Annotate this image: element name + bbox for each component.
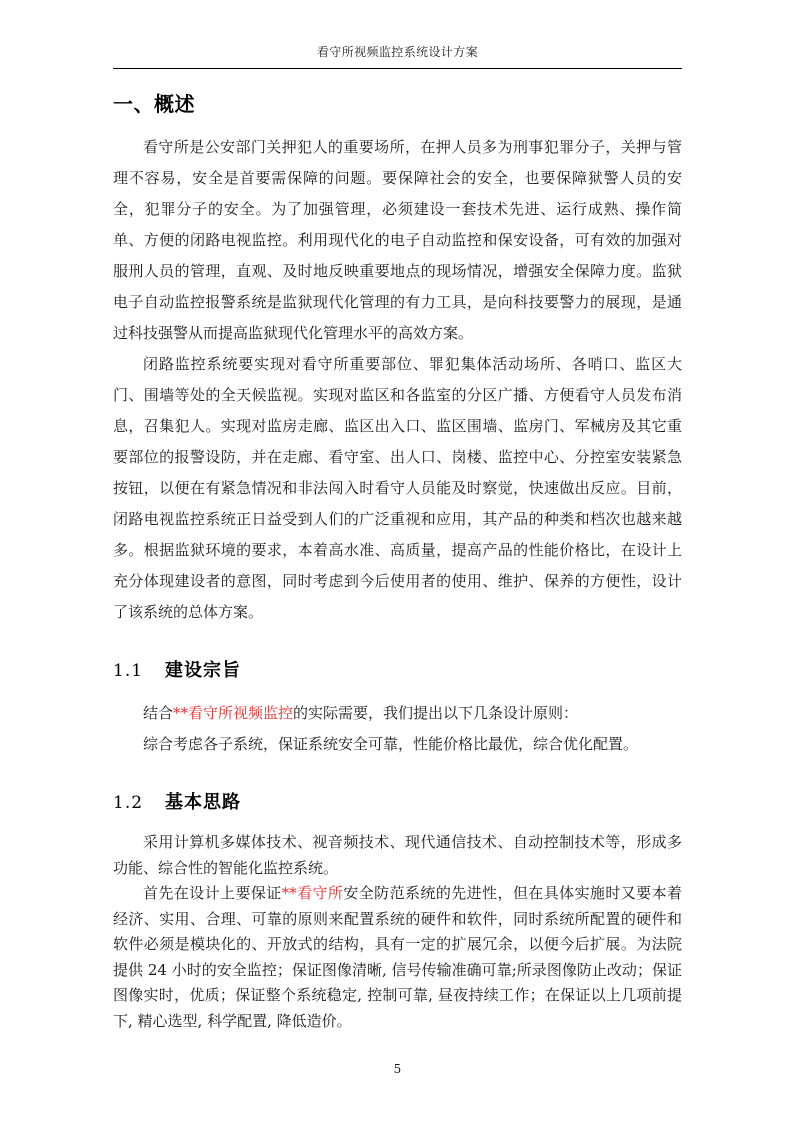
design-principles-lead-prefix: 结合 <box>143 704 174 722</box>
running-header <box>113 44 682 60</box>
section-1-2-paragraph-1: 采用计算机多媒体技术、视音频技术、现代通信技术、自动控制技术等，形成多功能、综合性的智能化监控系统。 <box>113 833 682 877</box>
design-principles-lead-highlight: **看守所视频监控 <box>173 704 294 722</box>
section-1-2-paragraph-2 <box>113 881 682 1034</box>
section-heading-1-2 <box>113 790 682 816</box>
overview-paragraph-1: 看守所是公安部门关押犯人的重要场所，在押人员多为刑事犯罪分子，关押与管理不容易，安全是首要需保障的问题。要保障社会的安全，也要保障狱警人员的安全，犯罪分子的安全。为了加强管理，必须建设一套技术先进、运行成熟、操作简单、方便的闭路电视监控。利用现代化的电子自动监控和保安设备，可有效的加强对服刑人员的管理，直观、及时地反映重要地点的现场情况，增强安全保障力度。监狱电子自动监控报警系统是监狱现代化管理的有力工具，是向科技要警力的展现，是通过科技强警从而提高监狱现代化管理水平的高效方案。 <box>113 138 682 342</box>
document-content <box>113 84 682 1034</box>
section-1-1-line-2: 综合考虑各子系统，保证系统安全可靠，性能价格比最优，综合优化配置。 <box>143 735 639 753</box>
basic-approach-prefix: 首先在设计上要保证 <box>143 884 282 902</box>
section-title-1-2: 基本思路 <box>165 792 242 813</box>
section-number-1-2: 1.2 <box>113 793 144 813</box>
basic-approach-highlight: **看守所 <box>281 884 344 902</box>
running-header-title: 看守所视频监控系统设计方案 <box>316 45 479 59</box>
section-1-1-line-1 <box>113 698 682 729</box>
section-number-1-1: 1.1 <box>113 661 144 681</box>
page-number: 5 <box>393 1062 402 1076</box>
header-divider-rule <box>113 68 682 69</box>
page-footer <box>113 1058 682 1077</box>
overview-paragraph-2: 闭路监控系统要实现对看守所重要部位、罪犯集体活动场所、各哨口、监区大门、围墙等处的全天候监视。实现对监区和各监室的分区广播、方便看守人员发布消息，召集犯人。实现对监房走廊、监区出入口、监区围墙、监房门、军械房及其它重要部位的报警设防，并在走廊、看守室、出人口、岗楼、监控中心、分控室安装紧急按钮，以便在有紧急情况和非法闯入时看守人员能及时察觉，快速做出反应。目前，闭路电视监控系统正日益受到人们的广泛重视和应用，其产品的种类和档次也越来越多。根据监狱环境的要求，本着高水准、高质量，提高产品的性能价格比，在设计上充分体现建设者的意图，同时考虑到今后使用者的使用、维护、保养的方便性，设计了该系统的总体方案。 <box>113 355 682 621</box>
section-heading-1-1 <box>113 658 682 684</box>
section-title-1-1: 建设宗旨 <box>165 660 242 681</box>
design-principles-lead-suffix: 的实际需要，我们提出以下几条设计原则： <box>293 704 579 722</box>
basic-approach-suffix: 安全防范系统的先进性，但在具体实施时又要本着经济、实用、合理、可靠的原则来配置系统的硬件和软件，同时系统所配置的硬件和软件必须是模块化的、开放式的结构，具有一定的扩展冗余，以便今后扩展。为法院提供 24 小时的安全监控；保证图像清晰, 信号传输准确可靠;所录图像防止改动；保证图像实时，优质；保证整个系统稳定, 控制可靠, 昼夜持续工作；在保证以上几项前提下, 精心选型, 科学配置, 降低造价。 <box>113 884 682 1030</box>
chapter-heading: 一、概述 <box>113 92 195 116</box>
